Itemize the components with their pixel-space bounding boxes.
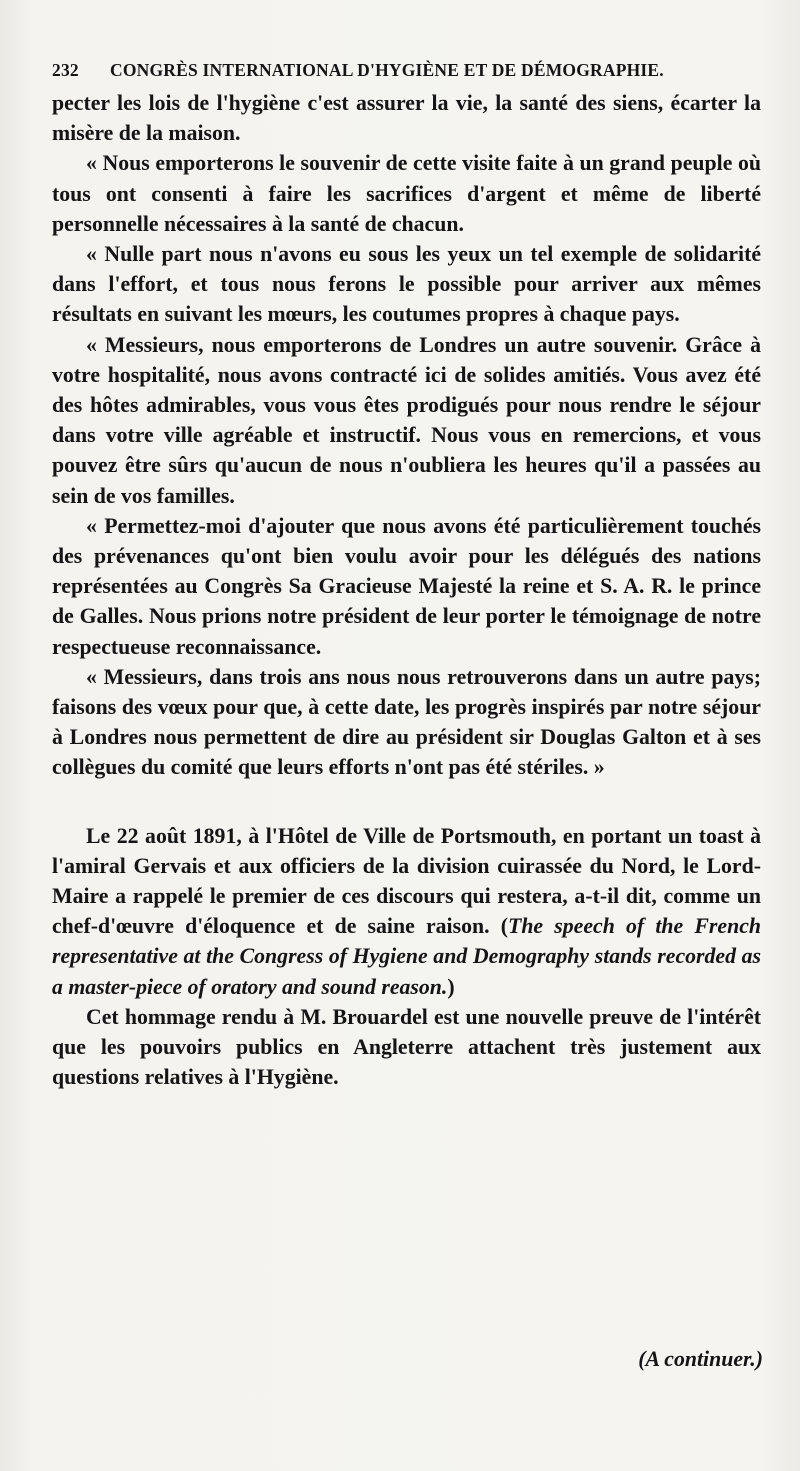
paragraph-continued: pecter les lois de l'hygiène c'est assurer la vie, la santé des siens, écarter la misère de la maison.	[52, 91, 761, 146]
portsmouth-text: Le 22 août 1891, à l'Hôtel de Ville de Portsmouth, en portant un toast à l'amiral Gervais et aux officiers de la division cuirassée du Nord, le Lord-Maire a rappelé le premier de ces discours qui restera, a-t-il dit, comme un chef-d'œuvre d'éloquence et de saine raison. (	[52, 823, 761, 939]
body-text	[52, 88, 761, 1093]
running-header	[52, 60, 752, 86]
page-number: 232	[52, 60, 79, 80]
continuation-note: (A continuer.)	[638, 1347, 763, 1371]
paragraph-portsmouth	[52, 821, 761, 1002]
running-title: CONGRÈS INTERNATIONAL D'HYGIÈNE ET DE DÉMOGRAPHIE.	[110, 60, 664, 80]
paragraph-trois-ans: « Messieurs, dans trois ans nous nous retrouverons dans un autre pays; faisons des vœux pour que, à cette date, les progrès inspirés par notre séjour à Londres nous permettent de dire au président sir Douglas Galton et à ses collègues du comité que leurs efforts n'ont pas été stériles. »	[52, 664, 761, 780]
paragraph-londres: « Messieurs, nous emporterons de Londres un autre souvenir. Grâce à votre hospitalité, nous avons contracté ici de solides amitiés. Vous avez été des hôtes admirables, vous vous êtes prodigués pour nous rendre le séjour dans votre ville agréable et instructif. Nous vous en remercions, et vous pouvez être sûrs qu'aucun de nous n'oubliera les heures qu'il a passées au sein de vos familles.	[52, 332, 761, 508]
paragraph-souvenir: « Nous emporterons le souvenir de cette visite faite à un grand peuple où tous ont consenti à faire les sacrifices d'argent et même de liberté personnelle nécessaires à la santé de chacun.	[52, 151, 761, 236]
paragraph-prevenances: « Permettez-moi d'ajouter que nous avons été particulièrement touchés des prévenances qu'ont bien voulu avoir pour les délégués des nations représentées au Congrès Sa Gracieuse Majesté la reine et S. A. R. le prince de Galles. Nous prions notre président de leur porter le témoignage de notre respectueuse reconnaissance.	[52, 513, 761, 659]
paragraph-hommage: Cet hommage rendu à M. Brouardel est une nouvelle preuve de l'intérêt que les pouvoirs publics en Angleterre attachent très justement aux questions relatives à l'Hygiène.	[52, 1004, 761, 1090]
closing-parenthesis: )	[447, 974, 455, 999]
english-quote: The speech of the French representative at the Congress of Hygiene and Demography stands recorded as a master-piece of oratory and sound reason.	[52, 914, 761, 999]
paragraph-solidarite: « Nulle part nous n'avons eu sous les yeux un tel exemple de solidarité dans l'effort, et tous nous ferons le possible pour arriver aux mêmes résultats en suivant les mœurs, les coutumes propres à chaque pays.	[52, 242, 761, 327]
